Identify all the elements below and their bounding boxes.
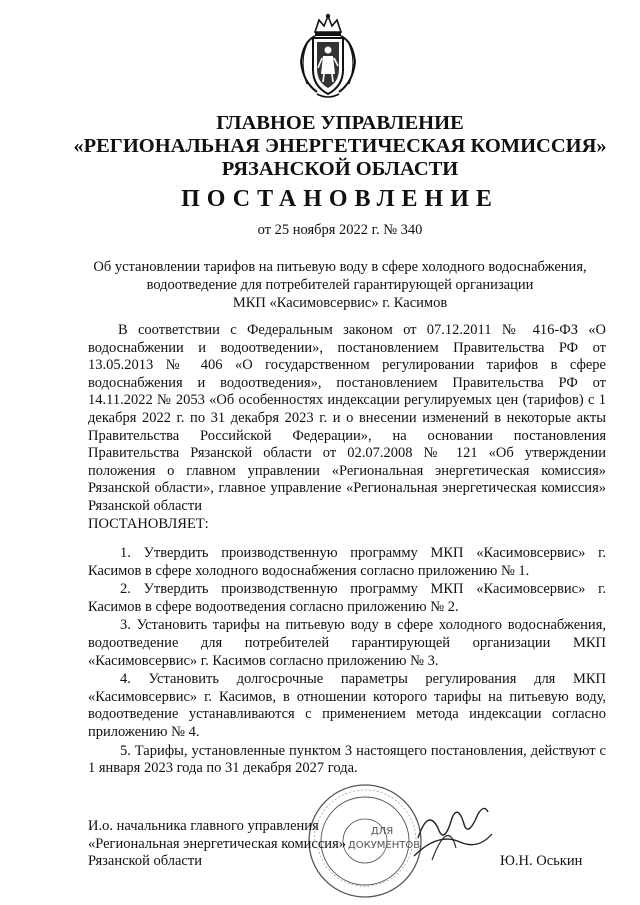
subject-line-2: водоотведение для потребителей гарантирующей организации	[146, 277, 534, 293]
resolution-items	[88, 545, 606, 779]
signer-name: Ю.Н. Оськин	[500, 853, 583, 869]
subject-line-3: МКП «Касимовсервис» г. Касимов	[232, 295, 448, 311]
resolves-keyword: ПОСТАНОВЛЯЕТ:	[88, 515, 209, 532]
resolution-item-5: 5. Тарифы, установленные пунктом 3 настоящего постановления, действуют с 1 января 2023 года по 31 декабря 2027 года.	[88, 742, 606, 777]
resolution-item-1: 1. Утвердить производственную программу МКП «Касимовсервис» г. Касимов в сфере холодного водоснабжения согласно приложению № 1.	[88, 545, 606, 579]
stamp-center-line-2: ДОКУМЕНТОВ	[347, 840, 421, 851]
org-line-2: «РЕГИОНАЛЬНАЯ ЭНЕРГЕТИЧЕСКАЯ КОМИССИЯ»	[73, 135, 607, 157]
signer-title-line-3: Рязанской области	[88, 853, 202, 870]
coat-of-arms-icon	[293, 12, 363, 102]
stamp-center-line-1: ДЛЯ	[370, 826, 394, 837]
resolution-item-4: 4. Установить долгосрочные параметры регулирования для МКП «Касимовсервис» г. Касимов, в отношении которого тарифы на питьевую воду, водоотведение устанавливаются с применением метода индексации согласно приложению № 4.	[88, 671, 606, 740]
document-subject	[70, 258, 610, 312]
resolution-item-3: 3. Установить тарифы на питьевую воду в сфере холодного водоснабжения, водоотведение для потребителей гарантирующей организации МКП «Касимовсервис» г. Касимов согласно приложению № 3.	[88, 617, 606, 669]
document-type-heading: ПОСТАНОВЛЕНИЕ	[181, 186, 499, 212]
preamble	[88, 322, 606, 533]
resolution-item-2: 2. Утвердить производственную программу МКП «Касимовсервис» г. Касимов в сфере водоотведения согласно приложению № 2.	[88, 581, 606, 615]
preamble-text: В соответствии с Федеральным законом от 07.12.2011 № 416-ФЗ «О водоснабжении и водоотведении», постановлением Правительства РФ от 13.05.2013 № 406 «О государственном регулировании тарифов в сфере водоснабжения и водоотведения», постановлением Правительства РФ от 14.11.2022 № 2053 «Об особенностях индексации регулируемых цен (тарифов) с 1 декабря 2022 г. по 31 декабря 2023 г. и о внесении изменений в некоторые акты Правительства Российской Федерации», на основании постановления Правительства Рязанской области от 02.07.2008 № 121 «Об утверждении положения о главном управлении «Региональная энергетическая комиссия» Рязанской области», главное управление «Региональная энергетическая комиссия» Рязанской области	[88, 322, 606, 514]
handwritten-signature	[408, 798, 496, 868]
org-line-3: РЯЗАНСКОЙ ОБЛАСТИ	[221, 158, 459, 180]
signer-title-line-2: «Региональная энергетическая комиссия»	[88, 835, 346, 852]
document-date-number: от 25 ноября 2022 г. № 340	[257, 222, 423, 238]
signer-title-line-1: И.о. начальника главного управления	[88, 818, 319, 834]
org-line-1: ГЛАВНОЕ УПРАВЛЕНИЕ	[216, 112, 464, 134]
organization-name	[40, 112, 640, 181]
signer-title	[88, 818, 346, 871]
subject-line-1: Об установлении тарифов на питьевую воду в сфере холодного водоснабжения,	[93, 259, 587, 275]
